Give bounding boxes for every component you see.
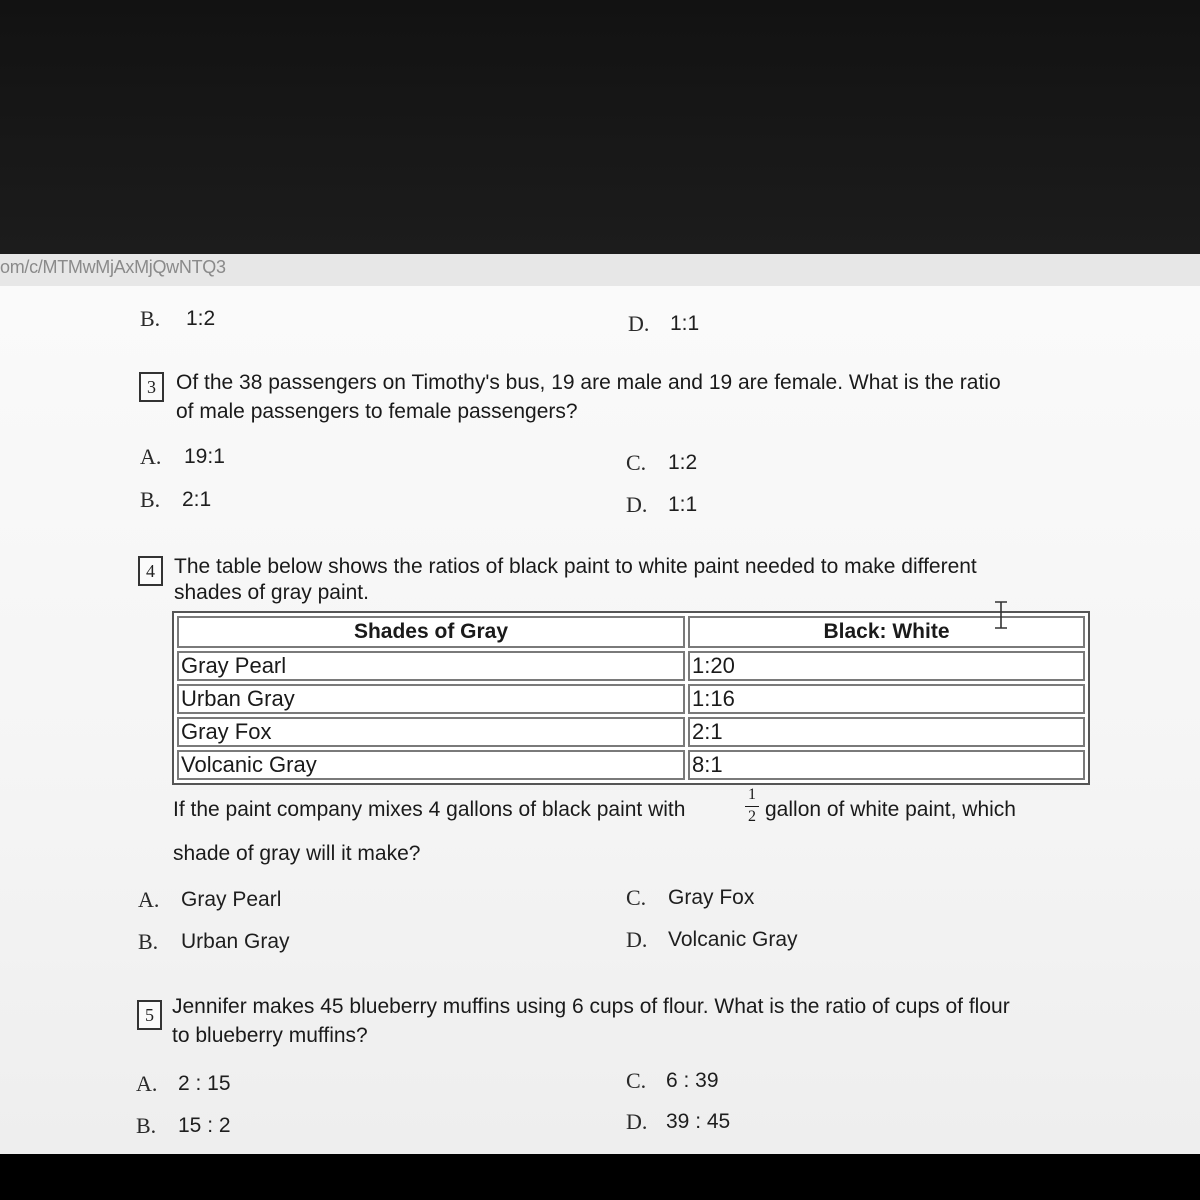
q3-option-b-value: 2:1: [182, 488, 212, 511]
question-3-number-box: 3: [139, 372, 164, 402]
fraction-denominator: 2: [748, 808, 756, 825]
question-4-text-line1: The table below shows the ratios of black paint to white paint needed to make different: [174, 555, 977, 578]
q3-option-b-letter: B.: [140, 487, 161, 512]
paint-ratio-table: [172, 611, 1090, 785]
q4-option-a-value: Gray Pearl: [181, 888, 282, 911]
shade-name-cell: Urban Gray: [177, 684, 685, 714]
shade-name-cell: Gray Fox: [177, 717, 685, 747]
q4-option-a-letter: A.: [138, 887, 160, 912]
q4-option-c-letter: C.: [626, 885, 647, 910]
q5-option-c-letter: C.: [626, 1068, 647, 1093]
question-4-prompt-line2: shade of gray will it make?: [173, 842, 421, 865]
question-4-number-box: 4: [138, 556, 163, 586]
ratio-cell: 1:16: [688, 684, 1085, 714]
question-4-prompt-start: If the paint company mixes 4 gallons of black paint with: [173, 798, 686, 821]
question-5-text-line2: to blueberry muffins?: [172, 1024, 368, 1047]
monitor-bezel-bottom: [0, 1154, 1200, 1200]
url-text[interactable]: om/c/MTMwMjAxMjQwNTQ3: [0, 257, 226, 277]
ratio-cell: 1:20: [688, 651, 1085, 681]
ratio-cell: 8:1: [688, 750, 1085, 780]
question-5-number-box: 5: [137, 1000, 162, 1030]
question-5-text-line1: Jennifer makes 45 blueberry muffins using 6 cups of flour. What is the ratio of cups of flour: [172, 995, 1010, 1018]
q5-option-b-letter: B.: [136, 1113, 157, 1138]
table-row: [177, 750, 1085, 780]
q4-option-c-value: Gray Fox: [668, 886, 755, 909]
q5-option-c-value: 6 : 39: [666, 1069, 719, 1092]
fraction-numerator: 1: [748, 786, 756, 803]
question-3-text-line1: Of the 38 passengers on Timothy's bus, 19 are male and 19 are female. What is the ratio: [176, 371, 1001, 394]
table-header-row: [177, 616, 1085, 648]
q5-option-b-value: 15 : 2: [178, 1114, 231, 1137]
prev-option-b-value: 1:2: [186, 307, 216, 330]
q4-option-b-value: Urban Gray: [181, 930, 290, 953]
address-bar[interactable]: [0, 254, 1200, 287]
question-3-text-line2: of male passengers to female passengers?: [176, 400, 578, 423]
monitor-bezel-top: [0, 0, 1200, 254]
q4-option-d-letter: D.: [626, 927, 648, 952]
q3-option-d-value: 1:1: [668, 493, 698, 516]
q4-option-d-value: Volcanic Gray: [668, 928, 798, 951]
q3-option-c-letter: C.: [626, 450, 647, 475]
q3-option-a-letter: A.: [140, 444, 162, 469]
q5-option-a-value: 2 : 15: [178, 1072, 231, 1095]
header-black-white: Black: White: [688, 616, 1085, 648]
q5-option-a-letter: A.: [136, 1071, 158, 1096]
fraction-bar: [745, 806, 759, 807]
prev-option-d-letter: D.: [628, 311, 650, 336]
table-row: [177, 651, 1085, 681]
prev-option-b-letter: B.: [140, 306, 161, 331]
q3-option-d-letter: D.: [626, 492, 648, 517]
ratio-cell: 2:1: [688, 717, 1085, 747]
q3-option-c-value: 1:2: [668, 451, 698, 474]
table-row: [177, 684, 1085, 714]
shade-name-cell: Gray Pearl: [177, 651, 685, 681]
question-4-text-line2: shades of gray paint.: [174, 581, 369, 604]
question-4-prompt-end: gallon of white paint, which: [765, 798, 1016, 821]
table-row: [177, 717, 1085, 747]
q3-option-a-value: 19:1: [184, 445, 225, 468]
header-shades-of-gray: Shades of Gray: [177, 616, 685, 648]
prev-option-d-value: 1:1: [670, 312, 700, 335]
shade-name-cell: Volcanic Gray: [177, 750, 685, 780]
text-cursor-icon: [992, 600, 1010, 630]
q5-option-d-letter: D.: [626, 1109, 648, 1134]
q5-option-d-value: 39 : 45: [666, 1110, 731, 1133]
q4-option-b-letter: B.: [138, 929, 159, 954]
